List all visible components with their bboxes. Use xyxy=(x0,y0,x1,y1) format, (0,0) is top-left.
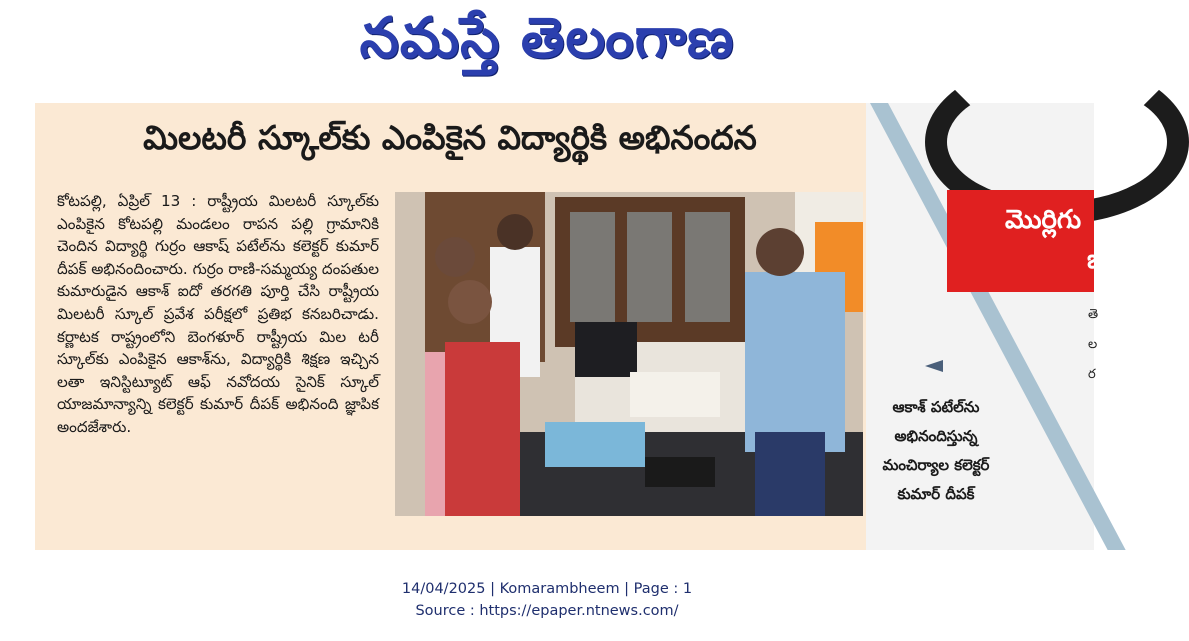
page-footer xyxy=(0,578,1094,622)
adjacent-red-text xyxy=(1005,200,1107,280)
caption-line: మంచిర్యాల కలెక్టర్ xyxy=(882,456,990,474)
article-body: కోటపల్లి, ఏప్రిల్ 13 : రాష్ట్రీయ మిలటరీ స్కూల్‌కు ఎంపికైన కోటపల్లి మండలం రాపన పల్లి గ్రామానికి చెందిన విద్యార్థి గుర్రం ఆకాష్ పటేల్‌ను కలెక్టర్ కుమార్ దీపక్ అభినందించారు. గుర్రం రాణి-సమ్మయ్య దంపతుల కుమారుడైన ఆకాశ్ ఐదో తరగతి పూర్తి చేసి రాష్ట్రీయ మిలటరీ స్కూల్ ప్రవేశ పరీక్షలో ప్రతిభ కనబరిచాడు. కర్ణాటక రాష్ట్రంలోని బెంగళూర్ రాష్ట్రీయ మిల టరీ స్కూల్‌కు ఎంపికైన ఆకాశ్‌ను, విద్యార్థికి శిక్షణ ఇచ్చిన లతా ఇనిస్టిట్యూట్ ఆఫ్ నవోదయ సైనిక్ స్కూల్ యాజమాన్యాన్ని కలెక్టర్ కుమార్ దీపక్ అభినంది జ్ఞాపిక అందజేశారు. xyxy=(57,192,379,436)
adjacent-fragment: ర xyxy=(1088,367,1096,382)
masthead-title: నమస్తే తెలంగాణ xyxy=(359,6,735,71)
adjacent-fragment: తె xyxy=(1088,307,1099,322)
caption-pointer-icon xyxy=(925,360,943,372)
caption-line: అభినందిస్తున్న xyxy=(894,427,978,445)
caption-line: ఆకాశ్ పటేల్‌ను xyxy=(892,398,980,416)
adjacent-red-line: భ xyxy=(1087,245,1107,275)
adjacent-fragment: ల xyxy=(1088,337,1098,352)
photo-illustration xyxy=(395,192,863,516)
photo-caption xyxy=(866,393,1006,509)
footer-source-link[interactable]: Source : https://epaper.ntnews.com/ xyxy=(415,603,679,619)
caption-line: కుమార్ దీపక్ xyxy=(897,485,975,503)
article-photo xyxy=(395,192,863,516)
adjacent-red-line: మొర్లిగు xyxy=(1005,205,1082,235)
article-headline: మిలటరీ స్కూల్‌కు ఎంపికైన విద్యార్థికి అభినందన xyxy=(143,118,757,157)
footer-date-edition: 14/04/2025 | Komarambheem | Page : 1 xyxy=(401,581,693,597)
